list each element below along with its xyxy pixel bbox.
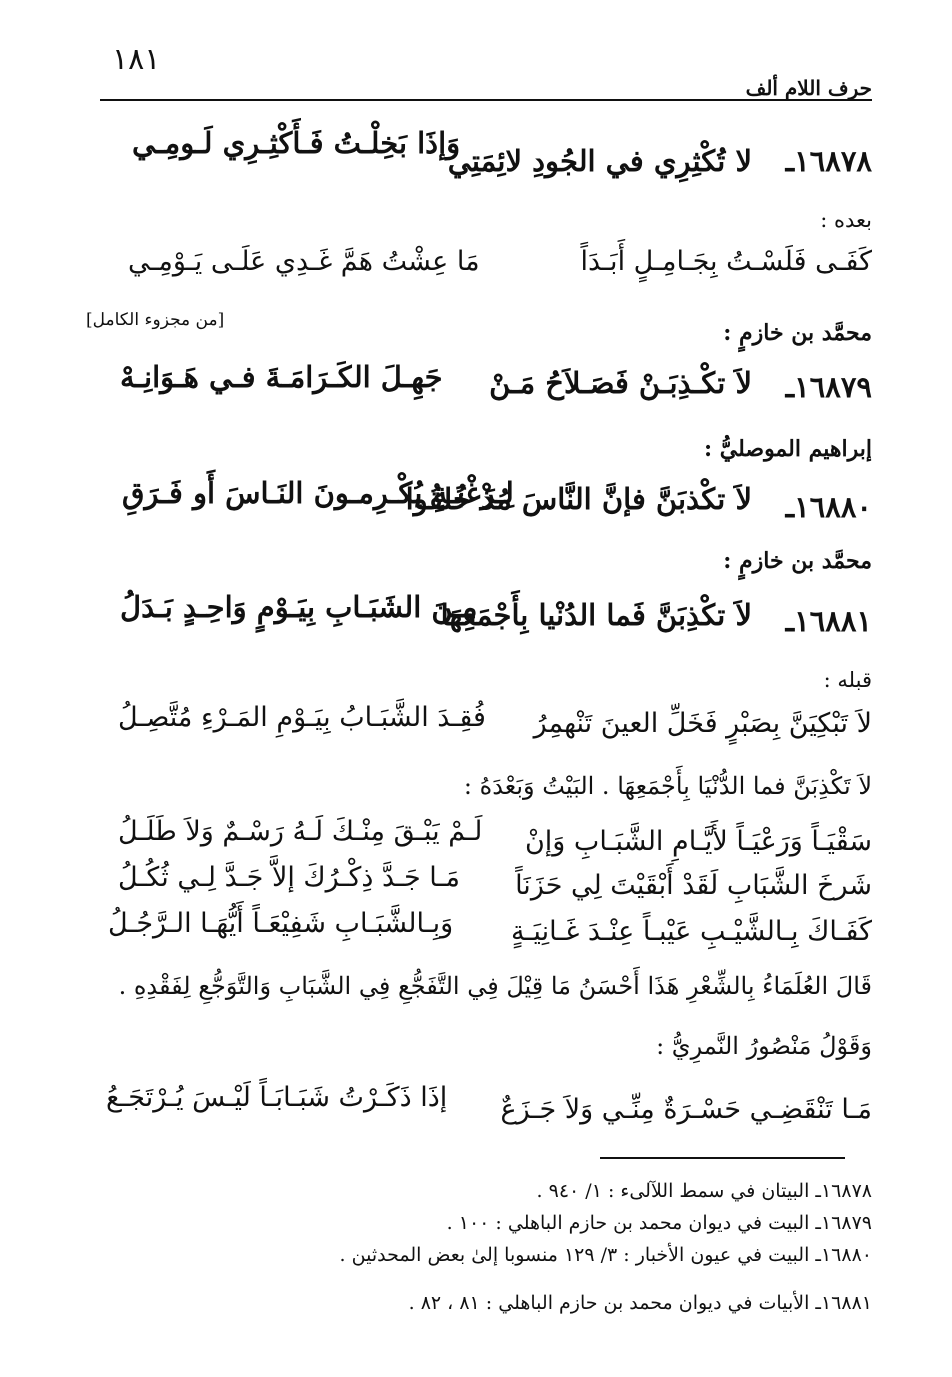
transition-label: بعده : [820, 208, 872, 232]
verse-number: ١٦٨٨١ـ [785, 604, 872, 638]
footnote: ١٦٨٨٠ـ البيت في عيون الأخبار : ٣/ ١٢٩ منسوبا إلىٰ بعض المحدثين . [339, 1244, 872, 1266]
prose-line: وَقَوْلُ مَنْصُورُ النَّمرِيُّ : [656, 1032, 872, 1060]
verse-hemistich-first: لاَ تكْذِبَنَّ فَما الدُنْيا بِأَجْمَعِهَا [440, 598, 752, 632]
verse-hemistich-first: كَفَـى فَلَسْـتُ بِجَـامِـلٍ أَبَـدَاً [580, 246, 872, 277]
meter-note: [من مجزوء الكامل] [86, 310, 225, 330]
verse-hemistich-second: مَـا جَـدَّ ذِكْـرُكَ إلاَّ جَـدَّ لِـي ثُكُـلُ [118, 862, 460, 893]
verse-hemistich-second: إذَا ذَكَـرْتُ شَبَـابَـاً لَيْـسَ يُـرْتَجَـعُ [106, 1082, 448, 1113]
header-divider [100, 99, 872, 101]
verse-hemistich-first: مَـا تَنْقَضِـي حَسْـرَةٌ مِنِّـي وَلاَ جَـزَعٌ [500, 1094, 872, 1125]
verse-number: ١٦٨٧٨ـ [785, 144, 872, 178]
verse-hemistich-first: شَرخَ الشَّبَابِ لَقَدْ أَبْقَيْتَ لِي حَزَنَاً [515, 870, 872, 901]
verse-hemistich-first: كَفَـاكَ بِـالشَّيْـبِ عَيْبـاً عِنْـدَ غَـانِيَـةٍ [511, 916, 872, 947]
prose-line: لاَ تَكْذِبَنَّ فما الدُّنْيَا بِأَجْمَعِهَا . البَيْتُ وَبَعْدَهُ : [463, 772, 872, 800]
poet-name: محمَّد بن خازمٍ : [723, 320, 872, 346]
footnote: ١٦٨٧٨ـ البيتان في سمط اللآلىء : ١/ ٩٤٠ . [536, 1180, 872, 1202]
page-number: ١٨١ [112, 42, 161, 77]
prose-line: قَالَ العُلَمَاءُ بِالشِّعْرِ هَذَا أَحْسَنُ مَا قِيْلَ فِي التَّفَجُّعِ فِي الشَّبَابِ وَالتَّوَجُّعِ لِفَقْدِهِ . [118, 972, 872, 1000]
footnote-divider [600, 1157, 845, 1159]
verse-hemistich-second: جَهِـلَ الكَـرَامَـةَ فـي هَـوَانِـهْ [120, 360, 443, 394]
verse-hemistich-first: لاَ تكْـذِبَـنْ فَصَـلاَحُ مَـنْ [489, 366, 752, 400]
poet-name: إبراهيم الموصليُّ : [703, 436, 872, 462]
verse-number: ١٦٨٧٩ـ [785, 370, 872, 404]
footnote: ١٦٨٧٩ـ البيت في ديوان محمد بن حازم الباهلي : ١٠٠ . [446, 1212, 872, 1234]
verse-hemistich-second: سَقْيَـاً وَرَعْيَـاً لأَيَّـامِ الشَّبَـابِ وَإنْ [524, 826, 872, 857]
verse-hemistich-first: لَـمْ يَبْـقَ مِنْـكَ لَـهُ رَسْـمٌ وَلاَ طَلَـلُ [118, 816, 483, 847]
verse-hemistich-second: وَبِـالشَّبَـابِ شَفِيْعَـاً أَيُّهَـا الـرَّجُـلُ [108, 908, 454, 939]
poet-name: محمَّد بن خازمٍ : [723, 548, 872, 574]
verse-hemistich-first: لا تُكْثِرِي في الجُودِ لائِمَتِي [447, 144, 752, 178]
footnote: ١٦٨٨١ـ الأبيات في ديوان محمد بن حازم الباهلي : ٨١ ، ٨٢ . [408, 1292, 872, 1314]
verse-hemistich-second: لِـرَغْبَـةٍ يُكْـرِمـونَ النَـاسَ أَو فَـرَقِ [122, 476, 514, 510]
verse-hemistich-first: لاَ تكْذبَنَّ فإنَّ النَّاسَ مُذْ خُلقُوا [405, 482, 752, 516]
verse-hemistich-second: فُقِـدَ الشَّبَـابُ بِيَـوْمِ المَـرْءِ مُتَّصِـلُ [118, 702, 486, 733]
verse-number: ١٦٨٨٠ـ [785, 490, 872, 524]
transition-label: قبله : [823, 668, 872, 692]
verse-hemistich-first: لاَ تَبْكِيَنَّ بِصَبْرٍ فَخَلِّ العينَ تَنْهمِرُ [533, 708, 872, 739]
chapter-title: حرف اللام ألف [745, 76, 872, 100]
verse-hemistich-second: مَا عِشْتُ هَمَّ غَـدِي عَلَـى يَـوْمِـي [128, 246, 480, 277]
verse-hemistich-second: وَإذَا بَخِلْـتُ فَـأَكْثِـرِي لَـومِـي [132, 126, 461, 160]
verse-hemistich-second: مِـنَ الشَبَـابِ بِيَـوْمٍ وَاحِـدٍ بَـدَلُ [120, 590, 478, 624]
